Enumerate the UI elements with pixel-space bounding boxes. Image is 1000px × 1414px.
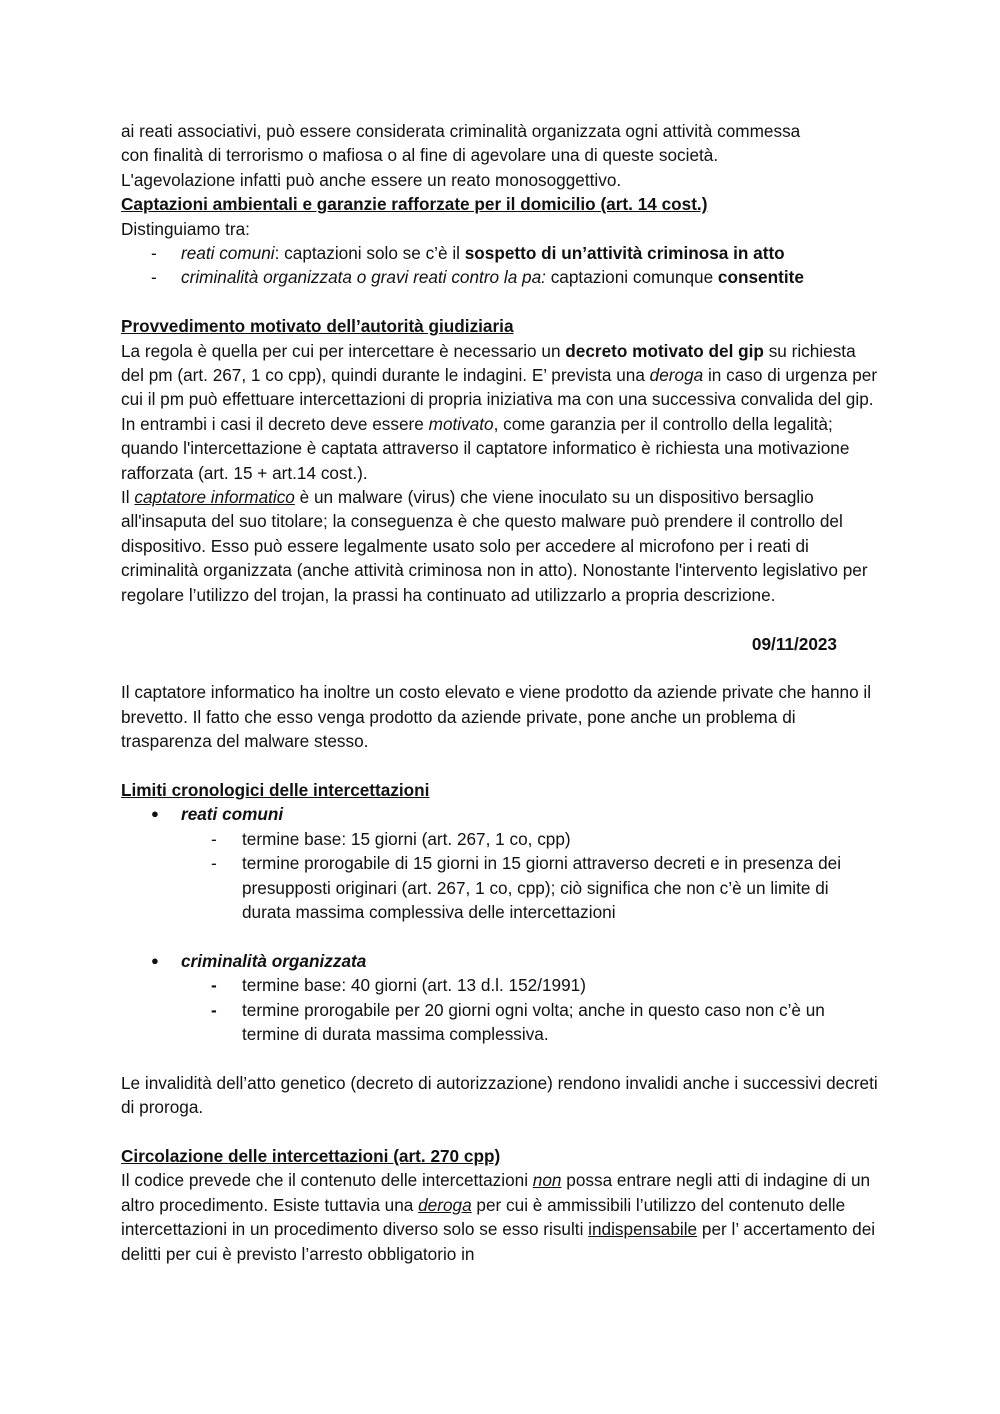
limiti-list bbox=[121, 949, 881, 1047]
group-title: criminalità organizzata bbox=[181, 950, 367, 971]
list-item: - termine base: 40 giorni (art. 13 d.l. 152/1991) bbox=[181, 973, 881, 997]
dash-marker: - bbox=[151, 267, 157, 288]
text-line: ai reati associativi, può essere considerata criminalità organizzata ogni attività commessa bbox=[121, 121, 801, 141]
dash-marker: - bbox=[211, 999, 217, 1020]
sub-list bbox=[181, 827, 881, 925]
paragraph-captatore: Il captatore informatico è un malware (virus) che viene inoculato su un dispositivo bersaglio all'insaputa del suo titolare; la conseguenza è che questo malware può prendere il controllo del dispositivo. Esso può essere legalmente usato solo per accedere al microfono per i reati di criminalità organizzata (anche attività criminosa non in atto). Nonostante l'intervento legislativo per regolare l’utilizzo del trojan, la prassi ha continuato ad utilizzarlo a propria descrizione. bbox=[121, 487, 868, 605]
list-item bbox=[121, 802, 881, 924]
section-heading-circolazione: Circolazione delle intercettazioni (art. 270 cpp) bbox=[121, 1145, 501, 1166]
paragraph-continuation bbox=[121, 119, 881, 192]
list-item: - termine prorogabile per 20 giorni ogni volta; anche in questo caso non c’è un termine di durata massima complessiva. bbox=[211, 999, 825, 1044]
paragraph-invalidita: Le invalidità dell’atto genetico (decreto di autorizzazione) rendono invalidi anche i successivi decreti di proroga. bbox=[121, 1072, 878, 1118]
list-item: - reati comuni: captazioni solo se c’è il sospetto di un’attività criminosa in atto bbox=[121, 241, 881, 265]
bullet-marker: ● bbox=[151, 952, 159, 968]
date-label: 09/11/2023 bbox=[751, 633, 837, 654]
document-page bbox=[121, 119, 881, 1266]
dash-marker: - bbox=[211, 975, 217, 996]
section-heading-provvedimento: Provvedimento motivato dell’autorità giudiziaria bbox=[121, 316, 514, 337]
paragraph-circolazione: Il codice prevede che il contenuto delle intercettazioni non possa entrare negli atti di indagine di un altro procedimento. Esiste tuttavia una deroga per cui è ammissibili l’utilizzo del contenuto delle intercettazioni in un procedimento diverso solo se esso risulti indispensabile per l’ accertamento dei delitti per cui è previsto l’arresto obbligatorio in bbox=[121, 1170, 876, 1264]
text-line: con finalità di terrorismo o mafiosa o al fine di agevolare una di queste società. bbox=[121, 145, 719, 166]
captazioni-list bbox=[121, 241, 881, 290]
list-item: - criminalità organizzata o gravi reati contro la pa: captazioni comunque consentite bbox=[121, 265, 881, 289]
paragraph-costo: Il captatore informatico ha inoltre un costo elevato e viene prodotto da aziende private che hanno il brevetto. Il fatto che esso venga prodotto da aziende private, pone anche un problema di trasparenza del malware stesso. bbox=[121, 682, 872, 752]
section-heading-captazioni: Captazioni ambientali e garanzie rafforzate per il domicilio (art. 14 cost.) bbox=[121, 194, 708, 215]
group-title: reati comuni bbox=[181, 804, 284, 825]
list-item: - termine base: 15 giorni (art. 267, 1 co, cpp) bbox=[181, 827, 881, 851]
section-heading-limiti: Limiti cronologici delle intercettazioni bbox=[121, 779, 430, 800]
limiti-list bbox=[121, 802, 881, 924]
text-line: L'agevolazione infatti può anche essere un reato monosoggettivo. bbox=[121, 169, 622, 190]
dash-marker: - bbox=[151, 243, 157, 264]
intro-text: Distinguiamo tra: bbox=[121, 218, 250, 239]
sub-list bbox=[181, 973, 881, 1046]
list-item: - termine prorogabile di 15 giorni in 15 giorni attraverso decreti e in presenza dei presupposti originari (art. 267, 1 co, cpp); ciò significa che non c’è un limite di durata massima complessiva delle intercettazioni bbox=[211, 853, 842, 922]
paragraph-provvedimento: La regola è quella per cui per intercettare è necessario un decreto motivato del gip su richiesta del pm (art. 267, 1 co cpp), quindi durante le indagini. E’ prevista una deroga in caso di urgenza per cui il pm può effettuare intercettazioni di propria iniziativa ma con una successiva convalida del gip. In entrambi i casi il decreto deve essere motivato, come garanzia per il controllo della legalità; quando l'intercettazione è captata attraverso il captatore informatico è richiesta una motivazione rafforzata (art. 15 + art.14 cost.). bbox=[121, 340, 878, 483]
dash-marker: - bbox=[211, 828, 217, 849]
dash-marker: - bbox=[211, 853, 217, 874]
list-item bbox=[121, 949, 881, 1047]
bullet-marker: ● bbox=[151, 806, 159, 822]
